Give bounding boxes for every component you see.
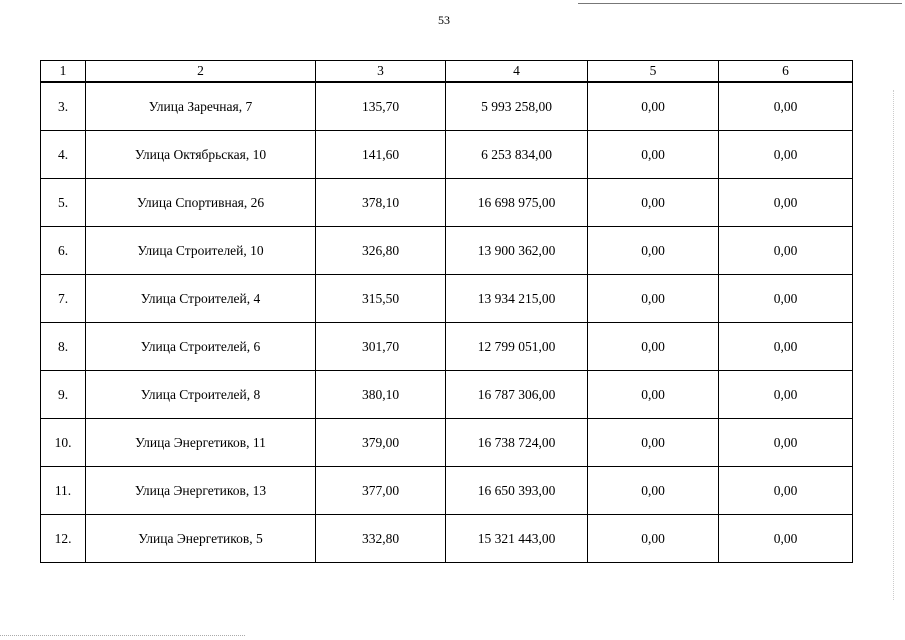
row-number-cell: 12. [41,515,86,563]
amount-cell: 5 993 258,00 [446,82,588,131]
amount-cell: 16 738 724,00 [446,419,588,467]
row-number-cell: 9. [41,371,86,419]
value-cell-6: 0,00 [719,179,853,227]
value-cell-5: 0,00 [588,323,719,371]
amount-cell: 12 799 051,00 [446,323,588,371]
area-cell: 135,70 [316,82,446,131]
amount-cell: 13 934 215,00 [446,275,588,323]
amount-cell: 16 698 975,00 [446,179,588,227]
value-cell-6: 0,00 [719,275,853,323]
value-cell-6: 0,00 [719,467,853,515]
area-cell: 377,00 [316,467,446,515]
area-cell: 379,00 [316,419,446,467]
top-rule [578,3,902,4]
address-cell: Улица Строителей, 6 [86,323,316,371]
column-header: 5 [588,61,719,83]
area-cell: 380,10 [316,371,446,419]
table-row [41,323,853,371]
value-cell-5: 0,00 [588,131,719,179]
column-header: 2 [86,61,316,83]
address-cell: Улица Энергетиков, 13 [86,467,316,515]
area-cell: 326,80 [316,227,446,275]
page-number: 53 [438,13,450,27]
table-row [41,275,853,323]
area-cell: 141,60 [316,131,446,179]
address-cell: Улица Энергетиков, 11 [86,419,316,467]
value-cell-5: 0,00 [588,467,719,515]
table-header-row [41,61,853,83]
address-cell: Улица Строителей, 8 [86,371,316,419]
table-row [41,467,853,515]
table-row [41,131,853,179]
value-cell-6: 0,00 [719,323,853,371]
amount-cell: 15 321 443,00 [446,515,588,563]
row-number-cell: 11. [41,467,86,515]
value-cell-6: 0,00 [719,131,853,179]
area-cell: 301,70 [316,323,446,371]
value-cell-5: 0,00 [588,371,719,419]
row-number-cell: 5. [41,179,86,227]
address-cell: Улица Октябрьская, 10 [86,131,316,179]
area-cell: 378,10 [316,179,446,227]
address-cell: Улица Энергетиков, 5 [86,515,316,563]
column-header: 4 [446,61,588,83]
table-body [41,61,853,563]
row-number-cell: 3. [41,82,86,131]
address-cell: Улица Строителей, 10 [86,227,316,275]
value-cell-5: 0,00 [588,515,719,563]
table-row [41,419,853,467]
row-number-cell: 10. [41,419,86,467]
column-header: 1 [41,61,86,83]
column-header: 6 [719,61,853,83]
column-header: 3 [316,61,446,83]
amount-cell: 6 253 834,00 [446,131,588,179]
row-number-cell: 8. [41,323,86,371]
table-row [41,371,853,419]
value-cell-5: 0,00 [588,419,719,467]
row-number-cell: 7. [41,275,86,323]
amount-cell: 13 900 362,00 [446,227,588,275]
address-cell: Улица Строителей, 4 [86,275,316,323]
value-cell-6: 0,00 [719,371,853,419]
value-cell-5: 0,00 [588,179,719,227]
scan-edge-artifact [893,90,897,600]
table-row [41,227,853,275]
area-cell: 332,80 [316,515,446,563]
bottom-rule [0,635,245,636]
data-table [40,60,853,563]
value-cell-6: 0,00 [719,82,853,131]
address-cell: Улица Заречная, 7 [86,82,316,131]
table-row [41,82,853,131]
value-cell-6: 0,00 [719,227,853,275]
table-row [41,515,853,563]
value-cell-5: 0,00 [588,82,719,131]
table-row [41,179,853,227]
value-cell-6: 0,00 [719,515,853,563]
address-cell: Улица Спортивная, 26 [86,179,316,227]
value-cell-5: 0,00 [588,275,719,323]
value-cell-5: 0,00 [588,227,719,275]
amount-cell: 16 787 306,00 [446,371,588,419]
row-number-cell: 6. [41,227,86,275]
amount-cell: 16 650 393,00 [446,467,588,515]
row-number-cell: 4. [41,131,86,179]
value-cell-6: 0,00 [719,419,853,467]
area-cell: 315,50 [316,275,446,323]
